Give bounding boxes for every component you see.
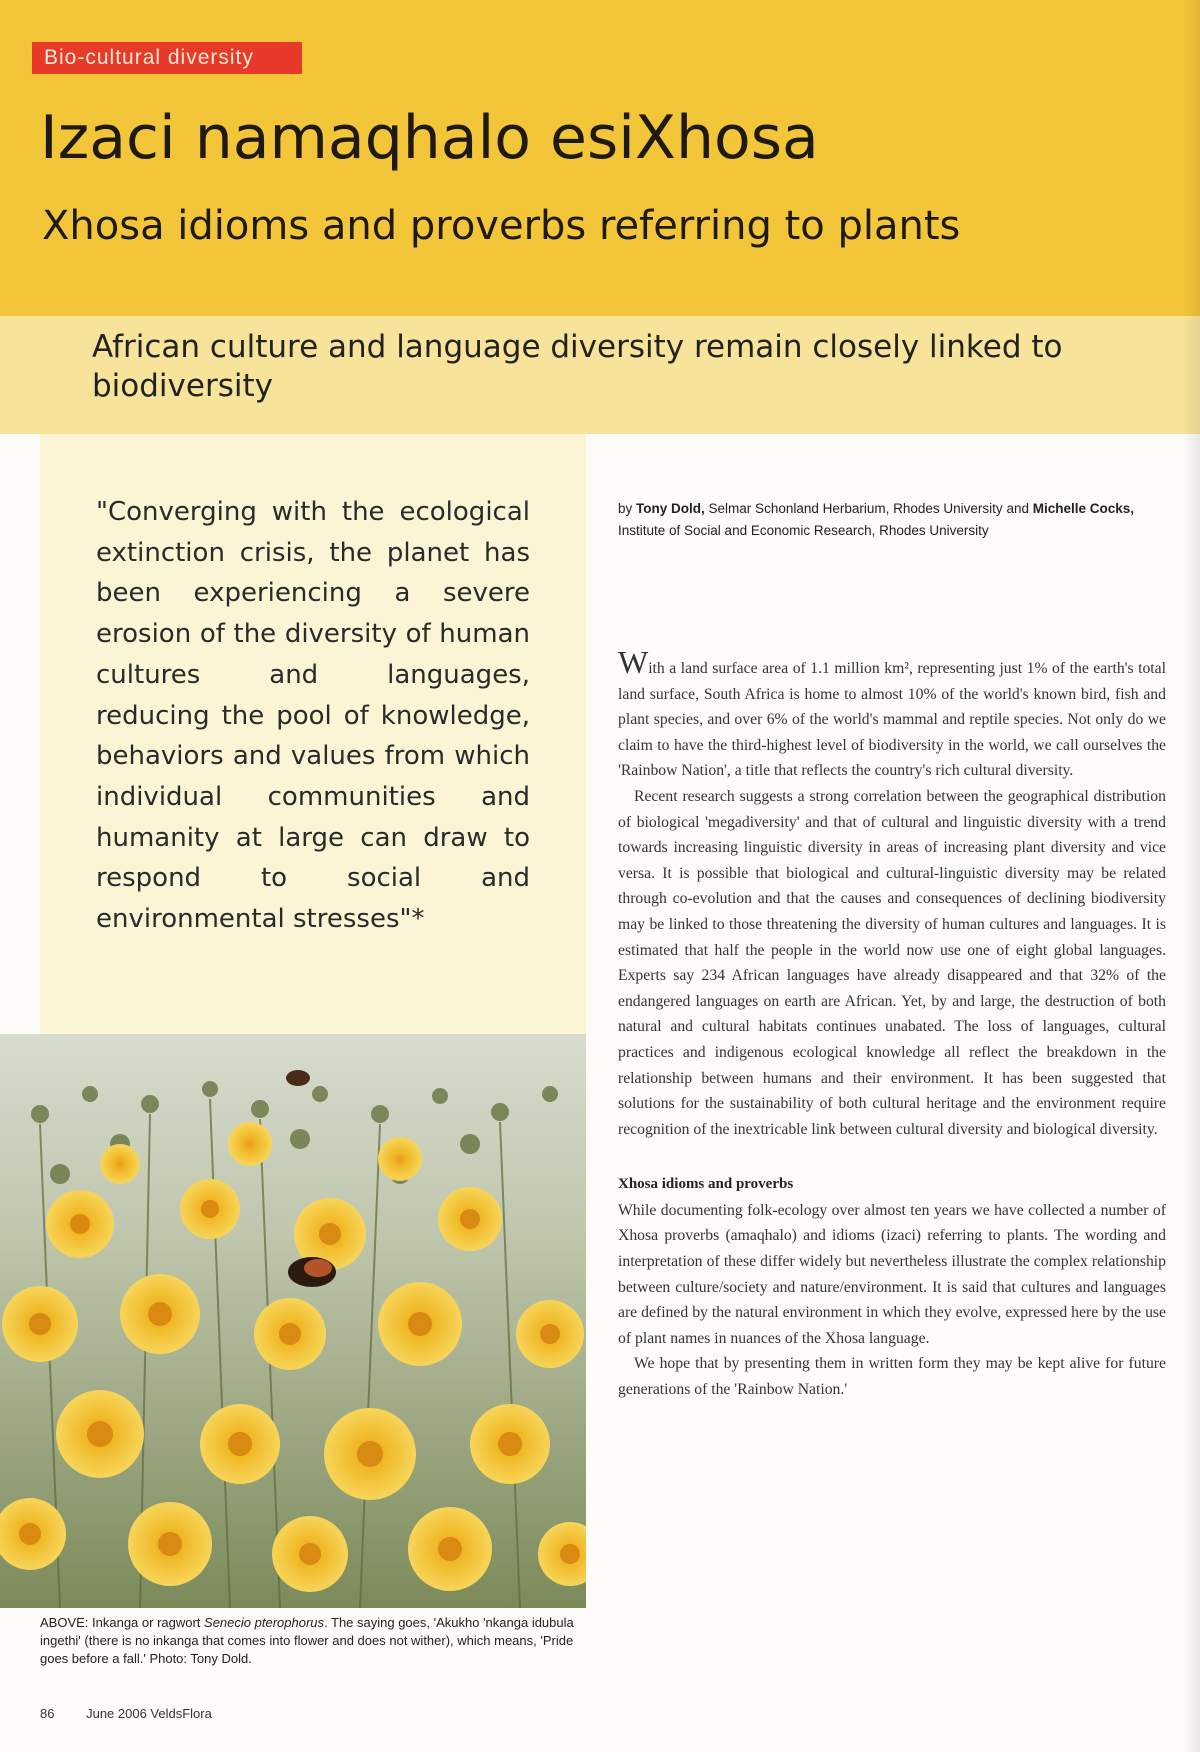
page-footer xyxy=(40,1706,212,1721)
page-edge-shadow xyxy=(1182,0,1200,1752)
ragwort-flowers-photo xyxy=(0,1034,586,1608)
article-subtitle: Xhosa idioms and proverbs referring to plants xyxy=(42,203,961,249)
photo-caption: ABOVE: Inkanga or ragwort Senecio pterophorus. The saying goes, 'Akukho 'nkanga idubula ingethi' (there is no inkanga that comes into flower and does not wither), which means, 'Pride goes before a fall.' Photo: Tony Dold. xyxy=(40,1615,574,1666)
paragraph: We hope that by presenting them in written form they may be kept alive for future generations of the 'Rainbow Nation.' xyxy=(618,1355,1166,1399)
section-tag: Bio-cultural diversity xyxy=(32,42,302,74)
page-number: 86 xyxy=(40,1706,55,1721)
drop-cap: W xyxy=(618,644,649,680)
section-heading: Xhosa idioms and proverbs xyxy=(618,1176,794,1193)
article-title: Izaci namaqhalo esiXhosa xyxy=(40,103,819,173)
byline: by Tony Dold, Selmar Schonland Herbarium, Rhodes University and Michelle Cocks, Institute of Social and Economic Research, Rhodes University xyxy=(618,501,1135,538)
issue-date: June 2006 VeldsFlora xyxy=(86,1706,212,1721)
paragraph: Recent research suggests a strong correlation between the geographical distribution of biological 'megadiversity' and that of cultural and linguistic diversity with a trend towards increasing linguistic diversity in areas of increasing plant diversity and vice versa. It is possible that biological and cultural-linguistic diversity may be related through co-evolution and that the causes and consequences of declining biodiversity may be linked to those threatening the diversity of human cultures and languages. It is estimated that half the people in the world now use one of eight global languages. Experts say 234 African languages have already disappeared and that 32% of the endangered languages on earth are African. Yet, by and large, the destruction of both natural and cultural habitats continues unabated. The loss of languages, cultural practices and indigenous ecological knowledge all reflect the breakdown in the relationship between humans and their environment. It has been suggested that solutions for the sustainability of both cultural heritage and the environment require recognition of the inextricable link between cultural diversity and biological diversity. xyxy=(618,787,1166,1138)
author-name: Tony Dold, xyxy=(636,501,705,516)
article-lead: African culture and language diversity remain closely linked to biodiversity xyxy=(92,329,1063,404)
author-name: Michelle Cocks, xyxy=(1032,501,1135,516)
paragraph: With a land surface area of 1.1 million km², representing just 1% of the earth's total land surface, South Africa is home to almost 10% of the world's known bird, fish and plant species, and over 6% of the world's mammal and reptile species. Not only do we claim to have the third-highest level of biodiversity in the world, we call ourselves the 'Rainbow Nation', a title that reflects the country's rich cultural diversity. xyxy=(618,644,1166,780)
article-body xyxy=(618,644,1166,1403)
flowers-illustration xyxy=(0,1034,586,1608)
paragraph: While documenting folk-ecology over almost ten years we have collected a number of Xhosa proverbs (amaqhalo) and idioms (izaci) referring to plants. The wording and interpretation of these differ widely but nevertheless illustrate the complex relationship between culture/society and nature/environment. It is said that cultures and languages are defined by the natural environment in which they evolve, expressed here by the use of plant names in nuances of the Xhosa language. xyxy=(618,1201,1166,1347)
pull-quote: "Converging with the ecological extinction crisis, the planet has been experiencing a severe erosion of the diversity of human cultures and languages, reducing the pool of knowledge, behaviors and values from which individual communities and humanity at large can draw to respond to social and environmental stresses"* xyxy=(96,497,530,935)
